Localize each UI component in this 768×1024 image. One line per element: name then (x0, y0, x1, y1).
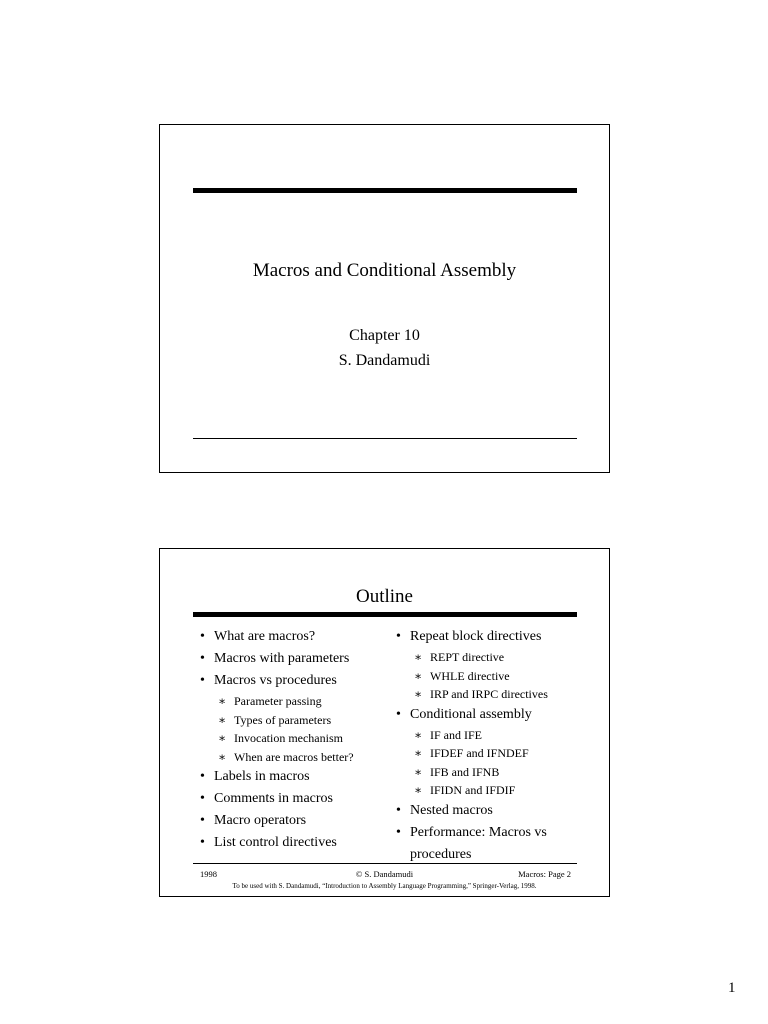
outline-subitem: ∗ IFIDN and IFDIF (410, 781, 581, 800)
outline-item (396, 800, 581, 822)
outline-item (200, 766, 380, 788)
outline-subitem: ∗ IRP and IRPC directives (410, 685, 581, 704)
outline-subitem: ∗ IF and IFE (410, 726, 581, 745)
outline-item (200, 670, 380, 766)
outline-item-label: Repeat block directives (410, 629, 542, 644)
outline-item-label: Nested macros (410, 802, 493, 818)
outline-item (396, 822, 581, 866)
outline-item (396, 704, 581, 800)
page-number: 1 (728, 980, 736, 996)
outline-sublist (410, 726, 581, 800)
outline-sublist (410, 648, 581, 704)
outline-item-label: Comments in macros (214, 791, 333, 806)
outline-subitem: ∗ IFB and IFNB (410, 763, 581, 782)
author-name: S. Dandamudi (338, 352, 431, 369)
outline-subitem: ∗ IFDEF and IFNDEF (410, 744, 581, 763)
outline-subitem: ∗ When are macros better? (214, 748, 380, 767)
outline-subitem: ∗ Invocation mechanism (214, 729, 380, 748)
outline-item-label: Macros with parameters (214, 651, 350, 666)
footer-note: To be used with S. Dandamudi, “Introduction to Assembly Language Programming,” Springer-Verlag, 1998. (232, 882, 537, 890)
title-rule (193, 612, 577, 617)
outline-subitem: ∗ Types of parameters (214, 711, 380, 730)
outline-subitem: ∗ Parameter passing (214, 692, 380, 711)
footer-rule (193, 863, 577, 864)
outline-item (200, 648, 380, 670)
outline-right-column (396, 626, 581, 866)
outline-item (200, 788, 380, 810)
chapter-label: Chapter 10 (349, 327, 420, 344)
outline-subitem: ∗ REPT directive (410, 648, 581, 667)
outline-item-label: Conditional assembly (410, 706, 532, 722)
outline-title: Outline (356, 586, 413, 607)
outline-item-label: List control directives (214, 835, 337, 850)
top-rule (193, 188, 577, 193)
footer-page: Macros: Page 2 (518, 869, 571, 879)
outline-item (200, 810, 380, 832)
outline-item-label: What are macros? (214, 629, 316, 644)
outline-item (200, 832, 380, 854)
outline-item-label: Labels in macros (214, 769, 310, 784)
outline-right-list (396, 626, 581, 866)
title-slide (159, 124, 610, 473)
slide-title: Macros and Conditional Assembly (252, 260, 517, 281)
outline-left-list (200, 626, 380, 854)
outline-item-label: Macros vs procedures (214, 673, 337, 688)
outline-sublist (214, 692, 380, 766)
bottom-rule (193, 438, 577, 439)
outline-item (200, 626, 380, 648)
outline-item (396, 626, 581, 704)
outline-slide (159, 548, 610, 897)
footer-copyright: © S. Dandamudi (355, 869, 414, 879)
footer-year: 1998 (200, 869, 217, 879)
outline-left-column (200, 626, 380, 854)
outline-item-label: Macro operators (214, 813, 307, 828)
outline-item-label: Performance: Macros vs procedures (410, 824, 547, 862)
outline-subitem: ∗ WHLE directive (410, 667, 581, 686)
